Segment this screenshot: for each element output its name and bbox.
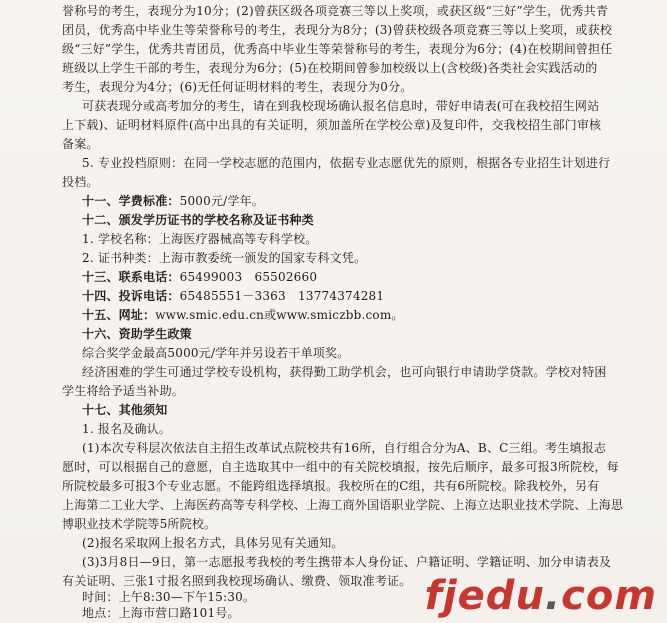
text-line: 愿时，可以根据自己的意愿，自主选取其中一组中的有关院校填报，按先后顺序，最多可报3所院校，每 bbox=[62, 460, 619, 474]
text-line: 博职业技术学院等5所院校。 bbox=[62, 517, 217, 531]
text-line: (2)报名采取网上报名方式，具体另见有关通知。 bbox=[82, 536, 344, 550]
heading-label: 十一、学费标准： bbox=[82, 194, 180, 208]
text-line: 可获表现分或高考加分的考生，请在到我校现场确认报名信息时，带好申请表(可在我校招生网站 bbox=[82, 99, 600, 113]
heading-label: 十五、网址： bbox=[82, 308, 156, 322]
tuition-value: 5000元/学年。 bbox=[179, 194, 264, 208]
watermark-dot: . bbox=[544, 573, 562, 619]
text-line: 班级以上学生干部的考生，表现分为6分；(5)在校期间曾参加校级以上(含校级)各类社会实践活动的 bbox=[62, 61, 598, 75]
text-line: 2. 证书种类：上海市教委统一颁发的国家专科文凭。 bbox=[82, 251, 367, 265]
contact-phone-value: 65499003 65502660 bbox=[179, 270, 318, 284]
section-heading-financial-aid: 十六、资助学生政策 bbox=[82, 327, 192, 341]
text-line: 时间：上午8:30—下午15:30。 bbox=[82, 590, 256, 604]
heading-label: 十四、投诉电话： bbox=[82, 289, 180, 303]
text-line: 1. 报名及确认。 bbox=[82, 422, 172, 436]
section-heading-complaint bbox=[82, 287, 384, 306]
text-line: 经济困难的学生可通过学校专设机构，获得勤工助学机会，也可向银行申请助学贷款。学校对特困 bbox=[82, 365, 607, 379]
text-line: 上下载)、证明材料原件(高中出具的有关证明，须加盖所在学校公章)及复印件，交我校招生部门审核 bbox=[62, 118, 602, 132]
section-heading-notes: 十七、其他须知 bbox=[82, 403, 168, 417]
text-line: 级“三好”学生，优秀共青团员，优秀高中毕业生等荣誉称号的考生，表现分为6分；(4)在校期间曾担任 bbox=[62, 42, 613, 56]
text-line: 备案。 bbox=[62, 137, 99, 151]
text-line: (3)3月8日—9日，第一志愿报考我校的考生携带本人身份证、户籍证明、学籍证明、加分申请表及 bbox=[82, 555, 612, 569]
complaint-phone-value: 65485551－3363 13774374281 bbox=[179, 289, 385, 303]
text-line: 有关证明、三张1寸报名照到我校现场确认、缴费、领取准考证。 bbox=[62, 574, 412, 588]
section-heading-website bbox=[82, 306, 404, 325]
text-line: 所院校最多可报3个专业志愿。不能跨组选择填报。我校所在的C组，共有6所院校。除我校外，另有 bbox=[62, 479, 600, 493]
text-line: (1)本次专科层次依法自主招生改革试点院校共有16所，自行组合分为A、B、C三组。考生填报志 bbox=[82, 441, 607, 455]
website-value: www.smic.edu.cn或www.smiczbb.com。 bbox=[155, 308, 404, 322]
text-line: 地点：上海市营口路101号。 bbox=[82, 606, 240, 620]
watermark-tld: com bbox=[561, 573, 657, 619]
text-line: 上海第二工业大学、上海医药高等专科学校、上海工商外国语职业学院、上海立达职业技术学院、上海思 bbox=[62, 498, 624, 512]
watermark-text: fjedu bbox=[424, 573, 545, 619]
text-line: 综合奖学金最高5000元/学年并另设若干单项奖。 bbox=[82, 346, 350, 360]
text-line: 5. 专业投档原则：在同一学校志愿的范围内，依据专业志愿优先的原则，根据各专业招生计划进行 bbox=[82, 156, 611, 170]
section-heading-tuition bbox=[82, 192, 264, 211]
text-line: 投档。 bbox=[62, 175, 99, 189]
heading-label: 十三、联系电话： bbox=[82, 270, 180, 284]
text-line: 1. 学校名称：上海医疗器械高等专科学校。 bbox=[82, 232, 318, 246]
text-line: 团员，优秀高中毕业生等荣誉称号的考生，表现分为8分；(3)曾获校级各项竞赛三等以上奖项，或获校 bbox=[62, 23, 613, 37]
text-line: 誉称号的考生，表现分为10分；(2)曾获区级各项竞赛三等以上奖项，或获区级“三好”学生，优秀共青 bbox=[62, 4, 609, 18]
text-line: 考生，表现分为4分；(6)无任何证明材料的考生，表现分为0分。 bbox=[62, 80, 413, 94]
section-heading-certificate: 十二、颁发学历证书的学校名称及证书种类 bbox=[82, 213, 314, 227]
section-heading-phone bbox=[82, 268, 317, 287]
site-watermark bbox=[425, 573, 657, 619]
text-line: 学生将给予适当补助。 bbox=[62, 384, 185, 398]
